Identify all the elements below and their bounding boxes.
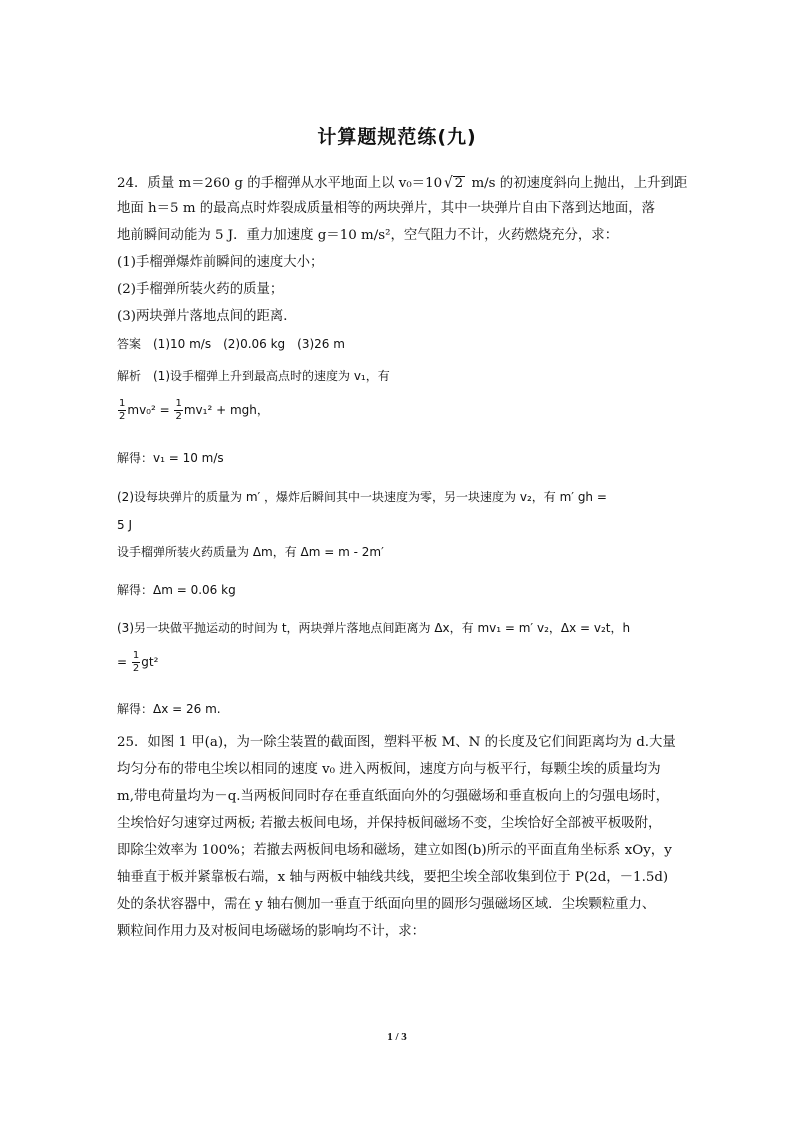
q25-line-2: 均匀分布的带电尘埃以相同的速度 v₀ 进入两板间，速度方向与板平行，每颗尘埃的质量均为 <box>117 762 661 777</box>
q25-line-4: 尘埃恰好匀速穿过两板; 若撤去板间电场，并保持板间磁场不变，尘埃恰好全部被平板吸附， <box>117 816 662 831</box>
q24-line-2: 地面 h＝5 m 的最高点时炸裂成质量相等的两块弹片，其中一块弹片自由下落到达地面，落 <box>117 201 656 216</box>
page-number: 1 / 3 <box>387 1031 407 1043</box>
solution-part-2: (2)设每块弹片的质量为 m′ ，爆炸后瞬间其中一块速度为零，另一块速度为 v₂，有 m′ gh = <box>117 490 607 504</box>
equation-fall <box>117 650 158 675</box>
solution-result-2: 解得：Δm = 0.06 kg <box>117 583 236 597</box>
q24-line-3: 地前瞬间动能为 5 J．重力加速度 g＝10 m/s²，空气阻力不计，火药燃烧充分，求： <box>117 228 619 243</box>
q24-part-3: (3)两块弹片落地点间的距离． <box>117 309 297 324</box>
fraction: $\frac{1}{2}$ <box>175 398 182 422</box>
solution-part-3: (3)另一块做平抛运动的时间为 t，两块弹片落地点间距离为 Δx，有 mv₁ = m′ v₂，Δx = v₂t，h <box>117 621 631 635</box>
q24-line-1a: 24．质量 m＝260 g 的手榴弹从水平地面上以 v₀＝10 <box>117 176 443 191</box>
q24-part-1: (1)手榴弹爆炸前瞬间的速度大小； <box>117 255 324 270</box>
sqrt-radicand: 2 <box>454 176 464 191</box>
answer-line: 答案 (1)10 m/s (2)0.06 kg (3)26 m <box>117 337 345 351</box>
equation-prefix: = <box>117 655 131 669</box>
q25-line-8: 颗粒间作用力及对板间电场磁场的影响均不计，求： <box>117 924 425 939</box>
q24-line-1 <box>117 174 688 193</box>
q25-line-7: 处的条状容器中，需在 y 轴右侧加一垂直于纸面向里的圆形匀强磁场区域．尘埃颗粒重力、 <box>117 897 656 912</box>
solution-result-3: 解得：Δx = 26 m. <box>117 702 221 716</box>
equation-end: mv₁² + mgh， <box>183 403 269 417</box>
q25-line-1: 25．如图 1 甲(a)，为一除尘装置的截面图，塑料平板 M、N 的长度及它们间距离均为 d.大量 <box>117 735 676 750</box>
solution-part-2-mass: 设手榴弹所装火药质量为 Δm，有 Δm = m - 2m′ <box>117 545 384 559</box>
sqrt-symbol: √ 2 <box>444 174 464 193</box>
q24-line-1b: m/s 的初速度斜向上抛出，上升到距 <box>467 176 688 191</box>
equation-end: gt² <box>141 655 159 669</box>
equation-middle: mv₀² = <box>127 403 174 417</box>
solution-intro: 解析 (1)设手榴弹上升到最高点时的速度为 v₁，有 <box>117 369 390 383</box>
fraction: $\frac{1}{2}$ <box>119 398 126 422</box>
q24-part-2: (2)手榴弹所装火药的质量； <box>117 282 284 297</box>
q25-line-5: 即除尘效率为 100%；若撤去两板间电场和磁场，建立如图(b)所示的平面直角坐标系 xOy，y <box>117 843 672 858</box>
equation-energy <box>117 398 269 423</box>
solution-result-1: 解得：v₁ = 10 m/s <box>117 451 224 465</box>
fraction: $\frac{1}{2}$ <box>132 650 140 674</box>
q25-line-3: m,带电荷量均为－q.当两板间同时存在垂直纸面向外的匀强磁场和垂直板向上的匀强电场时， <box>117 789 670 804</box>
q25-line-6: 轴垂直于板并紧靠板右端，x 轴与两板中轴线共线，要把尘埃全部收集到位于 P(2d，－1.5d) <box>117 870 669 885</box>
page-title: 计算题规范练(九) <box>317 126 477 148</box>
solution-part-2-cont: 5 J <box>117 518 132 532</box>
